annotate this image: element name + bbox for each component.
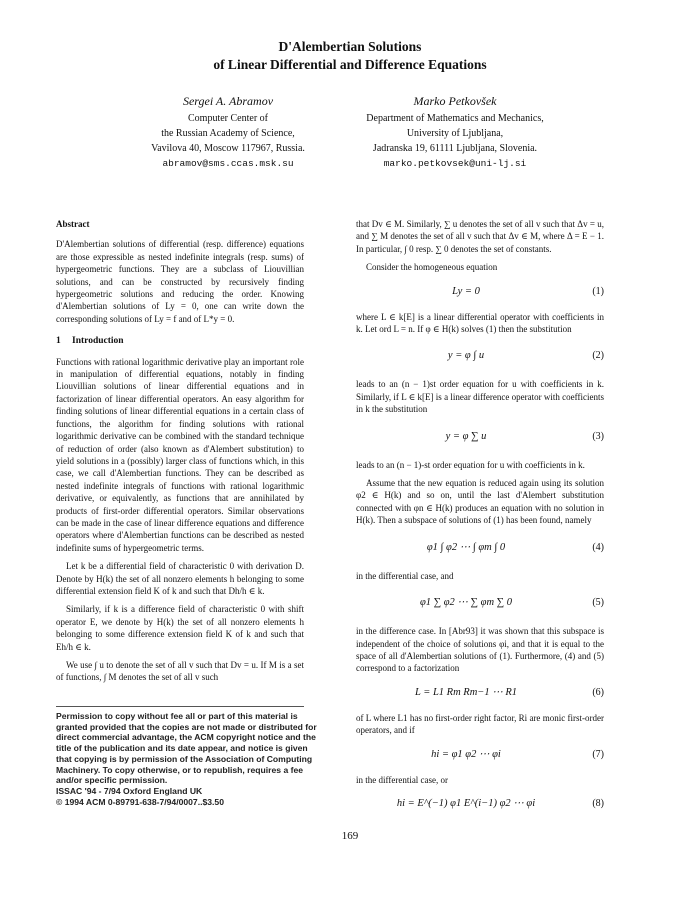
permission-line: that copying is by permission of the Association of Computing bbox=[56, 753, 313, 764]
paper-title bbox=[0, 38, 700, 74]
permission-line: Permission to copy without fee all or part of this material is bbox=[56, 711, 298, 721]
section-title: Introduction bbox=[72, 336, 124, 347]
equation-number: (3) bbox=[592, 430, 604, 442]
equation-6 bbox=[356, 683, 604, 703]
permission-line: and/or specific permission. bbox=[56, 775, 168, 786]
author-address: Jadranska 19, 61111 Ljubljana, Slovenia. bbox=[372, 143, 538, 154]
equation-number: (4) bbox=[592, 541, 604, 553]
author-email[interactable]: abramov@sms.ccas.msk.su bbox=[162, 158, 294, 169]
author-address: Vavilova 40, Moscow 117967, Russia. bbox=[151, 143, 305, 154]
paragraph: where L ∈ k[E] is a linear differential operator with coefficients in k. Let ord L = n. If φ ∈ H(k) solves (1) then the substitution bbox=[356, 311, 604, 335]
abstract-text: D'Alembertian solutions of differential (resp. difference) equations are those expressible as nested indefinite integrals (resp. sums) of hypergeometric functions. They are a subclass of Liouvillian solutions, and can be constructed by recursively finding hypergeometric solutions and reducing the order. Knowing d'Alembertian solutions of Ly = 0, one can write down the corresponding solutions of Ly = f and of L*y = 0. bbox=[56, 239, 304, 324]
section-number: 1 bbox=[56, 336, 61, 347]
paragraph: in the differential case, and bbox=[356, 570, 454, 581]
author-name: Sergei A. Abramov bbox=[182, 94, 274, 108]
author-name: Marko Petkovšek bbox=[413, 94, 497, 108]
equation-body: L = L1 Rm Rm−1 ⋯ R1 bbox=[414, 686, 518, 698]
paragraph: Consider the homogeneous equation bbox=[366, 262, 498, 273]
abstract-heading: Abstract bbox=[56, 219, 90, 229]
equation-body: y = φ ∑ u bbox=[445, 430, 487, 442]
permission-line: Machinery. To copy otherwise, or to republish, requires a fee bbox=[56, 764, 304, 775]
equation-7 bbox=[356, 745, 604, 765]
equation-5 bbox=[356, 590, 604, 616]
copyright-permission-notice bbox=[56, 706, 317, 807]
equation-body: φ1 ∫ φ2 ⋯ ∫ φm ∫ 0 bbox=[426, 541, 506, 553]
equation-1 bbox=[356, 282, 604, 302]
paragraph: in the difference case. In [Abr93] it was shown that this subspace is independent of the choice of solutions φi, and that it is equal to the space of all d'Alembertian solutions of (1). Furthermore, (4) and (5) correspond to a factorization bbox=[356, 626, 604, 674]
equation-body: Ly = 0 bbox=[452, 285, 480, 297]
section-heading-introduction bbox=[56, 335, 304, 347]
equation-body: y = φ ∫ u bbox=[447, 350, 485, 362]
paragraph: Similarly, if k is a difference field of characteristic 0 with shift operator E, we denote by H(k) the set of all nonzero elements h belonging to some difference extension field K of k and such that Eh/h ∈ k. bbox=[56, 604, 304, 652]
equation-number: (5) bbox=[592, 597, 604, 609]
paragraph: leads to an (n − 1)-st order equation for u with coefficients in k. bbox=[356, 459, 585, 470]
equation-3 bbox=[356, 424, 604, 450]
paragraph: We use ∫ u to denote the set of all v such that Dv = u. If M is a set of functions, ∫ M denotes the set of all v such bbox=[56, 660, 304, 683]
equation-8 bbox=[356, 794, 604, 814]
paragraph: that Dv ∈ M. Similarly, ∑ u denotes the set of all v such that Δv = u, and ∑ M denotes the set of all v such that Δv ∈ M, where Δ = E − 1. In particular, ∫ 0 resp. ∑ 0 denotes the set of constants. bbox=[356, 219, 604, 254]
author-email[interactable]: marko.petkovsek@uni-lj.si bbox=[383, 158, 527, 169]
author-affiliation: University of Ljubljana, bbox=[406, 128, 504, 139]
title-line-2: of Linear Differential and Difference Equations bbox=[213, 57, 487, 72]
paragraph: in the differential case, or bbox=[356, 774, 449, 785]
author-affiliation: the Russian Academy of Science, bbox=[161, 128, 295, 139]
paragraph: leads to an (n − 1)st order equation for u with coefficients in k. Similarly, if L ∈ k[E] is a linear difference operator with coefficients in k the substitution bbox=[356, 379, 604, 415]
permission-line: granted provided that the copies are not made or distributed for bbox=[56, 721, 317, 732]
equation-number: (2) bbox=[592, 350, 604, 362]
equation-number: (1) bbox=[592, 285, 604, 297]
left-column bbox=[56, 218, 304, 690]
equation-number: (8) bbox=[592, 797, 604, 809]
conference-line: ISSAC '94 - 7/94 Oxford England UK bbox=[56, 785, 203, 796]
paragraph: of L where L1 has no first-order right factor, Ri are monic first-order operators, and if bbox=[356, 712, 604, 736]
author-affiliation: Department of Mathematics and Mechanics, bbox=[366, 113, 544, 124]
title-line-1: D'Alembertian Solutions bbox=[278, 39, 422, 54]
equation-2 bbox=[356, 343, 604, 369]
paragraph: Functions with rational logarithmic derivative play an important role in manipulation of differential equations, notably in finding Liouvillian solutions of linear differential equations and in factorization of linear differential operators. An easy algorithm for finding solutions of linear differential equations in a certain class of functions, the algorithm for finding solutions with rational logarithmic derivative can be combined with the standard technique of reduction of order (also known as d'Alembert substitution) to yield solutions in a (possibly) larger class of functions which, in this case, we call d'Alembertian functions. They can be described as nested indefinite integrals of functions with rational logarithmic derivative, or equivalently, as functions that are annihilated by products of first-order differential operators. Similar observations can be made in the case of linear difference equations and difference operators where d'Alembertian functions can be described as nested indefinite sums of hypergeometric terms. bbox=[56, 356, 304, 553]
author-affiliation: Computer Center of bbox=[188, 113, 268, 124]
paragraph: Let k be a differential field of characteristic 0 with derivation D. Denote by H(k) the set of all nonzero elements h belonging to some differential extension field K of k and such that Dh/h ∈ k. bbox=[56, 561, 304, 596]
permission-line: title of the publication and its date appear, and notice is given bbox=[56, 743, 308, 754]
equation-4 bbox=[356, 535, 604, 561]
copyright-line: © 1994 ACM 0-89791-638-7/94/0007..$3.50 bbox=[56, 796, 224, 807]
equation-body: φ1 ∑ φ2 ⋯ ∑ φm ∑ 0 bbox=[419, 597, 513, 609]
right-column bbox=[356, 218, 604, 823]
equation-body: hi = φ1 φ2 ⋯ φi bbox=[431, 748, 501, 760]
paragraph: Assume that the new equation is reduced again using its solution φ2 ∈ H(k) and so on, until the last d'Alembert substitution connected with φn ∈ H(k) produces an equation with no solution in H(k). Then a subspace of solutions of (1) has been found, namely bbox=[356, 478, 604, 526]
equation-number: (6) bbox=[592, 686, 604, 698]
page-number: 169 bbox=[341, 830, 359, 842]
author-block-2 bbox=[330, 94, 580, 171]
equation-number: (7) bbox=[592, 748, 604, 760]
author-block-1 bbox=[113, 94, 343, 171]
equation-body: hi = E^(−1) φ1 E^(i−1) φ2 ⋯ φi bbox=[396, 797, 536, 809]
permission-line: direct commercial advantage, the ACM copyright notice and the bbox=[56, 732, 316, 743]
